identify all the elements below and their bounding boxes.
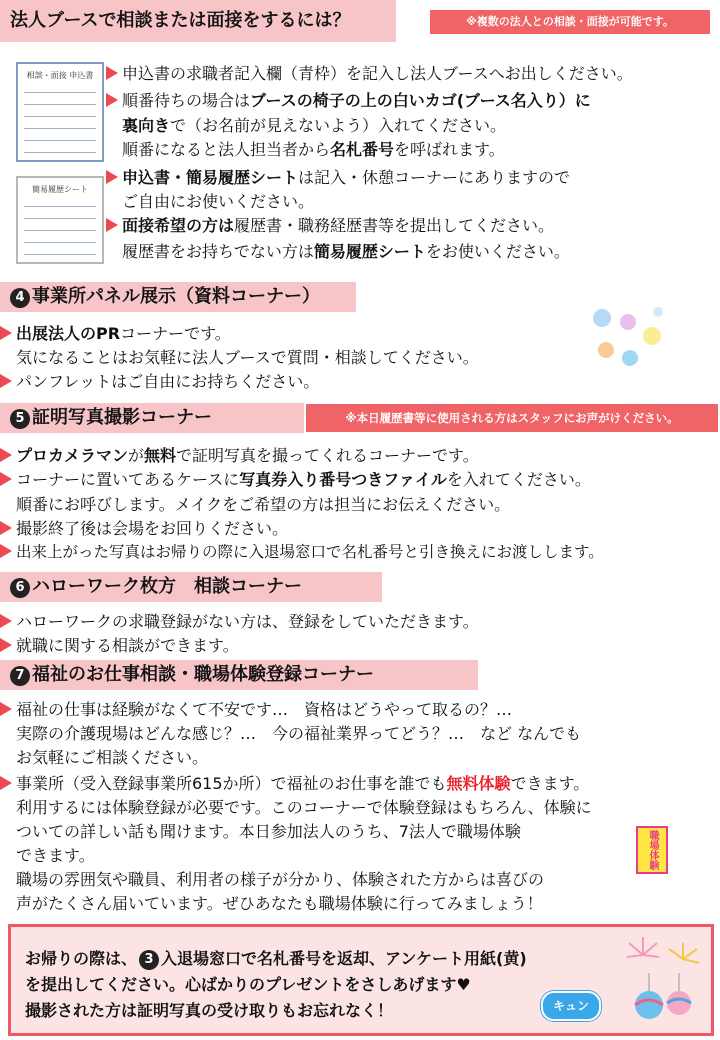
section-apply-note: ※複数の法人との相談・面接が可能です。: [430, 10, 710, 34]
bullet-triangle-icon: [0, 326, 12, 340]
apply-line-1: 申込書の求職者記入欄（青枠）を記入し法人ブースへお出しください。: [106, 62, 633, 85]
apply-line-7: 面接希望の方は履歴書・職務経歴書等を提出してください。: [106, 214, 554, 237]
workplace-experience-badge: [636, 826, 668, 874]
form-title: 相談・面接 申込書: [26, 71, 94, 80]
bullet-triangle-icon: [0, 472, 12, 486]
section-4-line-3: パンフレットはご自由にお持ちください。: [0, 370, 319, 393]
section-4-title: 4 事業所パネル展示（資料コーナー）: [0, 282, 356, 312]
fireworks-icon: [613, 933, 709, 1031]
kyun-logo: [541, 991, 601, 1021]
section-5-line-4: 撮影終了後は会場をお回りください。: [0, 517, 288, 540]
section-apply-title: 法人ブースで相談または面接をするには？: [0, 0, 396, 42]
section-6-line-1: ハローワークの求職登録がない方は、登録をしていただきます。: [0, 610, 479, 633]
apply-line-8: 履歴書をお持ちでない方は簡易履歴シートをお使いください。: [122, 242, 570, 261]
section-7-line-1: 福祉の仕事は経験がなくて不安です… 資格はどうやって取るの？…: [0, 698, 512, 721]
section-5-line-2: コーナーに置いてあるケースに写真券入り番号つきファイルを入れてください。: [0, 468, 591, 491]
application-form-thumbnail: [16, 62, 104, 162]
decorative-bubbles-icon: [584, 298, 674, 372]
bullet-triangle-icon: [106, 93, 118, 107]
section-5-line-3: 順番にお呼びします。メイクをご希望の方は担当にお伝えください。: [16, 495, 511, 514]
section-5-line-1: プロカメラマンが無料で証明写真を撮ってくれるコーナーです。: [0, 444, 479, 467]
footer-line-3: 撮影された方は証明写真の受け取りもお忘れなく！: [25, 1001, 394, 1020]
apply-line-4: 順番になると法人担当者から名札番号を呼ばれます。: [122, 140, 505, 159]
circled-number: 4: [10, 288, 30, 308]
apply-line-5: 申込書・簡易履歴シートは記入・休憩コーナーにありますので: [106, 166, 570, 189]
circled-number: 7: [10, 666, 30, 686]
section-7-line-2: 実際の介護現場はどんな感じ？… 今の福祉業界ってどう？… など なんでも: [16, 724, 582, 743]
bullet-triangle-icon: [0, 776, 12, 790]
section-7-line-9: 声がたくさん届いています。ぜひあなたも職場体験に行ってみましょう！: [16, 894, 543, 913]
section-6-line-2: 就職に関する相談ができます。: [0, 634, 239, 657]
bullet-triangle-icon: [0, 614, 12, 628]
section-7-line-8: 職場の雰囲気や職員、利用者の様子が分かり、体験された方からは喜びの: [16, 870, 545, 889]
bullet-triangle-icon: [0, 374, 12, 388]
apply-line-6: ご自由にお使いください。: [122, 192, 315, 211]
section-7-line-5: 利用するには体験登録が必要です。このコーナーで体験登録はもちろん、体験に: [16, 798, 592, 817]
footer-line-2: を提出してください。心ばかりのプレゼントをさしあげます♥: [25, 975, 471, 994]
logo-text: キュン: [552, 999, 589, 1013]
resume-sheet-thumbnail: [16, 176, 104, 264]
apply-line-2: 順番待ちの場合はブースの椅子の上の白いカゴ(ブース名入り）に: [106, 89, 591, 112]
bullet-triangle-icon: [0, 638, 12, 652]
bullet-triangle-icon: [106, 218, 118, 232]
section-4-line-1: 出展法人のPRコーナーです。: [0, 322, 231, 345]
apply-line-3: 裏向きで（お名前が見えないよう）入れてください。: [122, 116, 507, 135]
bullet-triangle-icon: [106, 66, 118, 80]
section-6-title: 6 ハローワーク枚方 相談コーナー: [0, 572, 382, 602]
section-7-line-4: 事業所（受入登録事業所615か所）で福祉のお仕事を誰でも無料体験できます。: [0, 772, 589, 795]
circled-number: 3: [139, 950, 159, 970]
section-5-note: ※本日履歴書等に使用される方はスタッフにお声がけください。: [306, 404, 718, 432]
bullet-triangle-icon: [0, 521, 12, 535]
section-5-line-5: 出来上がった写真はお帰りの際に入退場窓口で名札番号と引き換えにお渡しします。: [0, 541, 604, 564]
footer-box: [8, 924, 714, 1036]
bullet-triangle-icon: [106, 170, 118, 184]
section-7-title: 7 福祉のお仕事相談・職場体験登録コーナー: [0, 660, 478, 690]
bullet-triangle-icon: [0, 448, 12, 462]
footer-line-1: お帰りの際は、 3 入退場窓口で名札番号を返却、アンケート用紙(黄): [25, 949, 527, 968]
section-5-title: 5 証明写真撮影コーナー: [0, 403, 304, 433]
section-4-line-2: 気になることはお気軽に法人ブースで質問・相談してください。: [16, 348, 479, 367]
circled-number: 6: [10, 578, 30, 598]
circled-number: 5: [10, 409, 30, 429]
badge-label: 職場体験: [647, 830, 658, 870]
bullet-triangle-icon: [0, 702, 12, 716]
form-title: 簡易履歴シート: [32, 185, 88, 194]
section-7-line-3: お気軽にご相談ください。: [16, 748, 209, 767]
section-7-line-7: できます。: [16, 846, 95, 865]
section-7-line-6: ついての詳しい話も聞けます。本日参加法人のうち、7法人で職場体験: [16, 822, 521, 841]
bullet-triangle-icon: [0, 544, 12, 558]
